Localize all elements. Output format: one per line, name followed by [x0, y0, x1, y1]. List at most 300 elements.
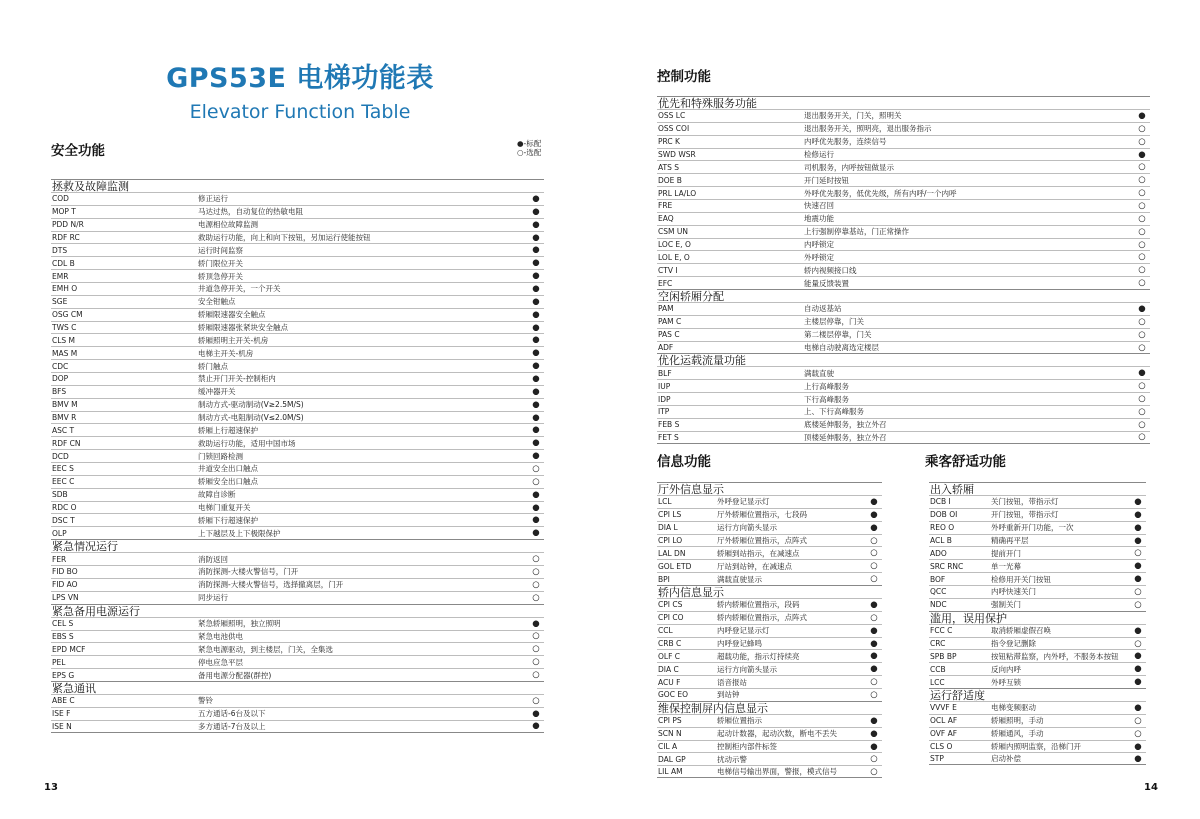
function-description: 快速召回 — [804, 201, 834, 211]
table-row — [929, 521, 1146, 534]
standard-mark-icon: ● — [532, 399, 540, 410]
group-heading: 紧急通讯 — [51, 681, 544, 694]
function-code: CPI LS — [658, 510, 682, 520]
optional-mark-icon: ○ — [532, 644, 540, 655]
table-row — [51, 707, 544, 720]
function-description: 轿门触点 — [198, 361, 228, 371]
function-code: LPS VN — [52, 593, 79, 603]
function-code: PRC K — [658, 137, 680, 147]
table-info-functions — [657, 482, 882, 778]
function-description: 内呼登记显示灯 — [717, 626, 770, 636]
function-description: 轿厢位置指示 — [717, 716, 762, 726]
table-row — [657, 238, 1150, 251]
standard-mark-icon: ● — [532, 386, 540, 397]
table-row — [657, 315, 1150, 328]
function-description: 制动方式-电阻制动(V≤2.0M/S) — [198, 413, 304, 423]
table-row — [51, 668, 544, 681]
group-heading: 紧急情况运行 — [51, 539, 544, 552]
function-description: 运行方向箭头显示 — [717, 523, 777, 533]
function-code: EFC — [658, 278, 673, 288]
table-row — [929, 559, 1146, 572]
optional-mark-icon: ○ — [1134, 715, 1142, 726]
function-description: 轿厢照明，手动 — [991, 716, 1044, 726]
function-description: 按钮粘滞监察，内外呼，不服务本按钮 — [991, 651, 1119, 661]
function-description: 上行强制停靠基站，门正常操作 — [804, 227, 909, 237]
optional-mark-icon: ○ — [1134, 586, 1142, 597]
table-row — [657, 727, 882, 740]
standard-mark-icon: ● — [532, 296, 540, 307]
standard-mark-icon: ● — [870, 509, 878, 520]
function-description: 启动补偿 — [991, 754, 1021, 764]
function-description: 安全钳触点 — [198, 297, 236, 307]
table-row — [657, 341, 1150, 354]
function-description: 制动方式-驱动制动(V≥2.5M/S) — [198, 400, 304, 410]
function-code: EAQ — [658, 214, 674, 224]
table-row — [929, 534, 1146, 547]
function-description: 上、下行高峰服务 — [804, 407, 864, 417]
standard-mark-icon: ● — [1134, 522, 1142, 533]
function-description: 关门按钮，带指示灯 — [991, 497, 1059, 507]
table-row — [51, 642, 544, 655]
table-row — [929, 508, 1146, 521]
standard-mark-icon: ● — [532, 322, 540, 333]
table-row — [657, 521, 882, 534]
table-row — [51, 385, 544, 398]
table-row — [657, 752, 882, 765]
optional-mark-icon: ○ — [1138, 394, 1146, 405]
standard-mark-icon: ● — [870, 599, 878, 610]
function-description: 轿厢上行超速保护 — [198, 425, 258, 435]
standard-mark-icon: ● — [532, 219, 540, 230]
function-description: 轿内轿厢位置指示，段码 — [717, 600, 800, 610]
function-code: SGE — [52, 297, 68, 307]
table-row — [51, 526, 544, 539]
optional-mark-icon: ○ — [1138, 200, 1146, 211]
table-row — [657, 135, 1150, 148]
function-code: LIL AM — [658, 767, 683, 777]
optional-mark-icon: ○ — [1138, 239, 1146, 250]
standard-mark-icon: ● — [532, 361, 540, 372]
table-row — [657, 508, 882, 521]
optional-mark-icon: ○ — [870, 574, 878, 585]
function-code: FER — [52, 554, 67, 564]
table-row — [929, 598, 1146, 611]
table-row — [657, 418, 1150, 431]
table-comfort-functions — [929, 482, 1146, 765]
function-code: ABE C — [52, 696, 75, 706]
function-code: OSS COI — [658, 124, 690, 134]
standard-mark-icon: ● — [532, 232, 540, 243]
function-code: ITP — [658, 407, 670, 417]
standard-mark-icon: ● — [532, 335, 540, 346]
function-description: 上下越层及上下极限保护 — [198, 528, 281, 538]
table-row — [657, 379, 1150, 392]
function-code: COD — [52, 194, 69, 204]
table-control-functions — [657, 96, 1150, 444]
table-row — [51, 256, 544, 269]
function-code: PEL — [52, 657, 66, 667]
function-code: LCC — [930, 677, 945, 687]
group-heading: 紧急备用电源运行 — [51, 604, 544, 617]
function-description: 修正运行 — [198, 194, 228, 204]
function-code: CLS M — [52, 335, 76, 345]
table-row — [657, 611, 882, 624]
table-row — [51, 295, 544, 308]
table-row — [929, 585, 1146, 598]
function-code: OLF C — [658, 651, 681, 661]
optional-mark-icon: ○ — [1138, 406, 1146, 417]
optional-mark-icon: ○ — [1138, 381, 1146, 392]
function-description: 外呼登记显示灯 — [717, 497, 770, 507]
standard-mark-icon: ● — [870, 664, 878, 675]
legend — [517, 139, 541, 157]
group-heading: 优化运载流量功能 — [657, 353, 1150, 366]
standard-mark-icon: ● — [532, 502, 540, 513]
function-description: 下行高峰服务 — [804, 394, 849, 404]
function-code: EPS G — [52, 670, 75, 680]
table-row — [657, 148, 1150, 161]
table-row — [657, 546, 882, 559]
function-code: DIA L — [658, 523, 678, 533]
table-row — [51, 501, 544, 514]
function-description: 内呼优先服务，连续信号 — [804, 137, 887, 147]
standard-mark-icon: ● — [870, 625, 878, 636]
function-code: ADO — [930, 548, 947, 558]
table-row — [657, 186, 1150, 199]
function-code: CDL B — [52, 258, 75, 268]
function-code: EEC C — [52, 477, 75, 487]
function-description: 电梯信号输出界面，警报，模式信号 — [717, 767, 837, 777]
function-code: BOF — [930, 574, 946, 584]
table-row — [657, 109, 1150, 122]
optional-mark-icon: ○ — [532, 476, 540, 487]
table-row — [929, 752, 1146, 765]
table-row — [51, 308, 544, 321]
table-row — [929, 495, 1146, 508]
function-description: 井道安全出口触点 — [198, 464, 258, 474]
group-heading: 拯救及故障监测 — [51, 179, 544, 192]
optional-mark-icon: ○ — [1138, 342, 1146, 353]
function-code: FRE — [658, 201, 673, 211]
function-description: 井道急停开关，一个开关 — [198, 284, 281, 294]
function-code: DAL GP — [658, 754, 686, 764]
table-row — [657, 328, 1150, 341]
standard-mark-icon: ● — [532, 451, 540, 462]
function-code: SWD WSR — [658, 150, 696, 159]
function-code: FID AO — [52, 580, 78, 590]
table-row — [51, 694, 544, 707]
optional-mark-icon: ○ — [532, 631, 540, 642]
standard-mark-icon: ● — [532, 489, 540, 500]
standard-mark-icon: ● — [1134, 753, 1142, 764]
standard-mark-icon: ● — [532, 271, 540, 282]
function-code: GOL ETD — [658, 561, 692, 571]
function-code: BLF — [658, 368, 672, 378]
function-description: 厅外轿厢位置指示，点阵式 — [717, 536, 807, 545]
function-code: OSG CM — [52, 310, 83, 320]
function-description: 故障自诊断 — [198, 490, 236, 500]
optional-mark-icon: ○ — [870, 677, 878, 688]
table-row — [657, 534, 882, 547]
optional-mark-icon: ○ — [1138, 316, 1146, 327]
function-code: DSC T — [52, 515, 75, 525]
standard-mark-icon: ● — [532, 373, 540, 384]
function-description: 轿厢通风，手动 — [991, 729, 1044, 739]
standard-mark-icon: ● — [870, 638, 878, 649]
standard-mark-icon: ● — [532, 708, 540, 719]
table-row — [657, 405, 1150, 418]
function-description: 轿厢限速器安全触点 — [198, 310, 266, 320]
function-code: FCC C — [930, 626, 953, 636]
table-row — [657, 624, 882, 637]
optional-mark-icon: ○ — [1138, 213, 1146, 224]
optional-mark-icon: ○ — [870, 766, 878, 777]
standard-mark-icon: ● — [532, 528, 540, 539]
function-description: 超载功能，指示灯持续亮 — [717, 651, 800, 661]
function-description: 扰动示警 — [717, 754, 747, 764]
function-description: 能量反馈装置 — [804, 278, 849, 288]
function-code: DCB I — [930, 497, 951, 507]
function-code: CPI PS — [658, 716, 682, 726]
optional-mark-icon: ○ — [1134, 728, 1142, 739]
function-description: 多方通话-7台及以上 — [198, 721, 266, 731]
table-row — [657, 637, 882, 650]
function-code: STP — [930, 754, 944, 764]
function-code: FET S — [658, 432, 679, 442]
table-row — [51, 578, 544, 591]
standard-mark-icon: ● — [532, 412, 540, 423]
function-code: OSS LC — [658, 111, 686, 121]
table-row — [657, 276, 1150, 289]
function-code: RDC O — [52, 503, 77, 513]
function-description: 紧急电源驱动，到主楼层，门关，全集选 — [198, 644, 333, 654]
table-row — [657, 263, 1150, 276]
function-description: 轿厢限速器张紧块安全触点 — [198, 323, 288, 333]
function-description: 自动返基站 — [804, 304, 842, 314]
function-description: 救助运行功能，适用中国市场 — [198, 438, 296, 448]
table-row — [657, 302, 1150, 315]
function-code: CSM UN — [658, 227, 688, 237]
function-code: GOC EO — [658, 690, 688, 700]
function-code: BMV R — [52, 413, 77, 423]
standard-mark-icon: ● — [870, 496, 878, 507]
function-description: 停电应急平层 — [198, 657, 243, 667]
function-code: PRL LA/LO — [658, 188, 697, 198]
function-code: CTV I — [658, 265, 678, 275]
table-row — [929, 740, 1146, 753]
optional-mark-icon: ○ — [1134, 638, 1142, 649]
standard-mark-icon: ● — [532, 515, 540, 526]
function-description: 警铃 — [198, 696, 213, 706]
function-description: 外呼互锁 — [991, 677, 1021, 687]
function-description: 电梯门重复开关 — [198, 503, 251, 513]
function-code: SDB — [52, 490, 68, 500]
table-row — [657, 225, 1150, 238]
function-description: 备用电源分配器(群控) — [198, 670, 272, 680]
table-row — [657, 572, 882, 585]
standard-mark-icon: ● — [1138, 303, 1146, 314]
function-code: SPB BP — [930, 651, 957, 661]
function-description: 轿厢下行超速保护 — [198, 515, 258, 525]
optional-mark-icon: ○ — [1138, 265, 1146, 276]
optional-mark-icon: ○ — [1138, 329, 1146, 340]
optional-mark-icon: ○ — [1138, 226, 1146, 237]
optional-mark-icon: ○ — [1134, 548, 1142, 559]
function-code: ACL B — [930, 536, 952, 545]
table-row — [929, 572, 1146, 585]
optional-mark-icon: ○ — [1138, 136, 1146, 147]
function-description: 开门延时按钮 — [804, 175, 849, 185]
standard-mark-icon: ● — [532, 193, 540, 204]
function-description: 轿顶急停开关 — [198, 271, 243, 281]
function-code: LAL DN — [658, 548, 686, 558]
function-description: 检修用开关门按钮 — [991, 574, 1051, 584]
table-row — [657, 662, 882, 675]
function-description: 语音报站 — [717, 677, 747, 687]
optional-mark-icon: ○ — [1134, 599, 1142, 610]
function-description: 厅站到站钟，在减速点 — [717, 561, 792, 571]
function-code: EMR — [52, 271, 69, 281]
standard-mark-icon: ● — [870, 741, 878, 752]
section-title-info: 信息功能 — [657, 454, 711, 470]
function-code: CIL A — [658, 742, 678, 752]
table-row — [929, 727, 1146, 740]
table-row — [51, 205, 544, 218]
optional-mark-icon: ○ — [1138, 419, 1146, 430]
function-description: 马达过热，自动复位的热敏电阻 — [198, 207, 303, 217]
function-description: 缓冲器开关 — [198, 387, 236, 397]
function-code: EBS S — [52, 631, 74, 641]
function-code: CPI LO — [658, 536, 683, 545]
optional-mark-icon: ○ — [870, 561, 878, 572]
title-english: Elevator Function Table — [189, 101, 411, 123]
table-row — [929, 649, 1146, 662]
table-row — [51, 282, 544, 295]
function-code: TWS C — [52, 323, 77, 333]
section-title-safety: 安全功能 — [51, 143, 105, 159]
table-row — [929, 701, 1146, 714]
function-description: 上行高峰服务 — [804, 381, 849, 391]
function-code: NDC — [930, 600, 947, 610]
table-row — [51, 218, 544, 231]
function-description: 外呼优先服务，低优先级，所有内呼/一个内呼 — [804, 188, 957, 198]
function-description: 电梯自动驶离选定楼层 — [804, 343, 879, 353]
function-description: 消防探测-大楼火警信号，选择撤离层，门开 — [198, 580, 344, 590]
function-description: 厅外轿厢位置指示，七段码 — [717, 510, 807, 520]
group-heading: 维保控制屏内信息显示 — [657, 701, 882, 714]
function-description: 外呼锁定 — [804, 252, 834, 262]
function-code: CCB — [930, 664, 946, 674]
table-row — [657, 212, 1150, 225]
function-description: 满载直驶显示 — [717, 574, 762, 584]
function-code: DCD — [52, 451, 69, 461]
function-code: ISE F — [52, 709, 71, 719]
standard-mark-icon: ● — [532, 721, 540, 732]
function-code: CPI CO — [658, 613, 684, 623]
function-code: BFS — [52, 387, 67, 397]
standard-mark-icon: ● — [1134, 535, 1142, 546]
optional-mark-icon: ○ — [1138, 432, 1146, 443]
function-code: DOB OI — [930, 510, 958, 520]
function-description: 强制关门 — [991, 600, 1021, 610]
page-number-right: 14 — [1144, 782, 1158, 793]
optional-mark-icon: ○ — [532, 695, 540, 706]
table-row — [51, 565, 544, 578]
table-row — [929, 714, 1146, 727]
function-description: 消防探测-大楼火警信号，门开 — [198, 567, 299, 577]
function-description: 主楼层停靠，门关 — [804, 317, 864, 327]
function-description: 单一光幕 — [991, 561, 1021, 571]
function-code: CCL — [658, 626, 673, 636]
table-safety-functions — [51, 179, 544, 733]
function-description: 第二楼层停靠，门关 — [804, 330, 872, 340]
function-description: 控制柜内部件标签 — [717, 742, 777, 752]
function-code: PDD N/R — [52, 220, 84, 230]
table-row — [51, 231, 544, 244]
legend-optional: ○-选配 — [517, 148, 542, 157]
table-row — [929, 546, 1146, 559]
function-code: CDC — [52, 361, 69, 371]
group-heading: 运行舒适度 — [929, 688, 1146, 701]
function-code: QCC — [930, 587, 947, 597]
function-code: EPD MCF — [52, 644, 86, 654]
function-description: 顶楼延伸服务，独立外召 — [804, 432, 887, 442]
group-heading: 出入轿厢 — [929, 482, 1146, 495]
function-description: 电源相位故障监测 — [198, 220, 258, 230]
function-description: 禁止开门开关-控制柜内 — [198, 374, 276, 384]
function-description: 指令登记删除 — [991, 639, 1036, 649]
function-description: 轿内轿厢位置指示，点阵式 — [717, 613, 807, 623]
title-chinese: GPS53E 电梯功能表 — [166, 63, 434, 94]
legend-standard: ●-标配 — [517, 139, 542, 148]
group-heading: 厅外信息显示 — [657, 482, 882, 495]
optional-mark-icon: ○ — [870, 612, 878, 623]
standard-mark-icon: ● — [1138, 149, 1146, 160]
function-description: 轿厢安全出口触点 — [198, 477, 258, 487]
standard-mark-icon: ● — [1134, 496, 1142, 507]
standard-mark-icon: ● — [1134, 509, 1142, 520]
function-description: 外呼重新开门功能，一次 — [991, 523, 1074, 533]
function-code: CEL S — [52, 619, 74, 629]
optional-mark-icon: ○ — [1138, 123, 1146, 134]
table-row — [51, 552, 544, 565]
table-row — [657, 740, 882, 753]
function-description: 紧急轿厢照明，独立照明 — [198, 619, 281, 629]
standard-mark-icon: ● — [1134, 625, 1142, 636]
function-description: 检修运行 — [804, 150, 834, 159]
function-code: SCN N — [658, 729, 682, 739]
function-code: DTS — [52, 245, 68, 255]
function-code: LOC E, O — [658, 240, 691, 250]
function-code: ISE N — [52, 721, 72, 731]
group-heading: 优先和特殊服务功能 — [657, 96, 1150, 109]
function-code: VVVF E — [930, 703, 957, 713]
optional-mark-icon: ○ — [532, 566, 540, 577]
table-row — [929, 624, 1146, 637]
table-row — [657, 598, 882, 611]
function-code: DIA C — [658, 664, 679, 674]
optional-mark-icon: ○ — [532, 554, 540, 565]
function-description: 退出服务开关，照明亮，退出服务指示 — [804, 124, 932, 134]
function-description: 运行方向箭头显示 — [717, 664, 777, 674]
standard-mark-icon: ● — [532, 258, 540, 269]
function-description: 内呼锁定 — [804, 240, 834, 250]
table-row — [657, 122, 1150, 135]
table-row — [657, 495, 882, 508]
table-row — [657, 160, 1150, 173]
table-row — [51, 333, 544, 346]
function-code: CPI CS — [658, 600, 683, 610]
